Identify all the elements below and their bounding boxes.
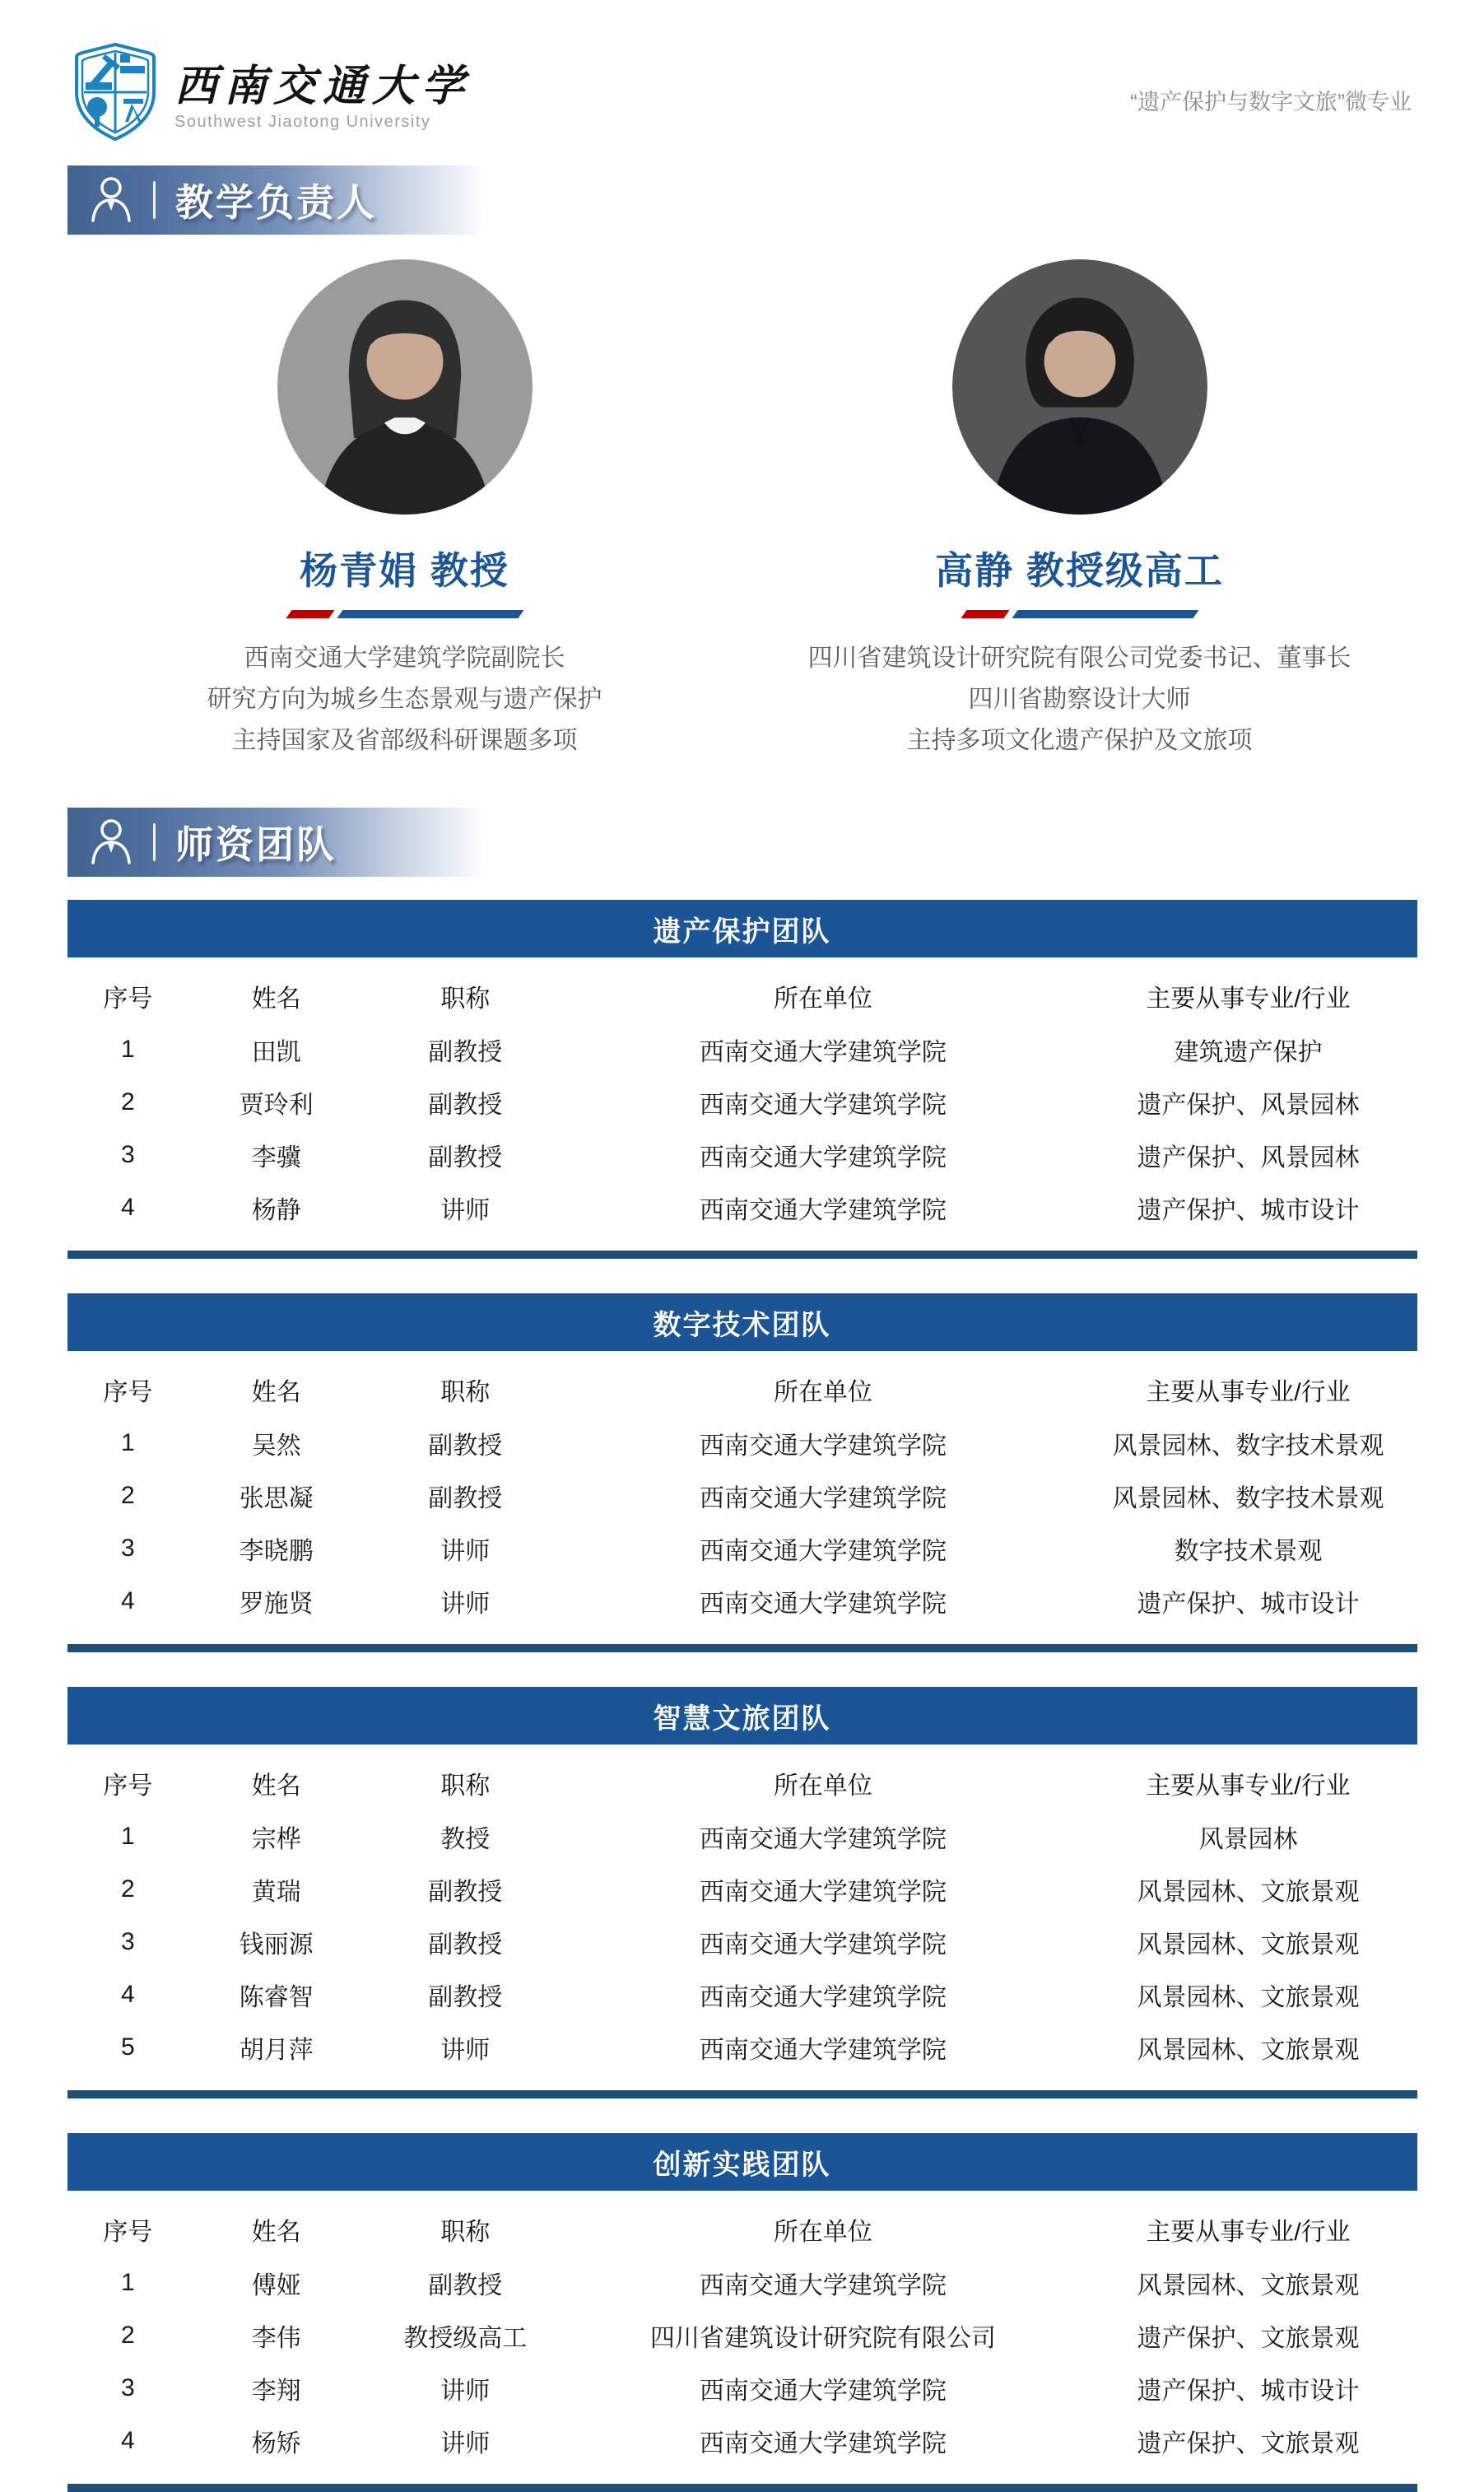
table-cell: 西南交通大学建筑学院 bbox=[699, 1591, 947, 1618]
table-cell: 风景园林、文旅景观 bbox=[1137, 2272, 1360, 2299]
table-row bbox=[67, 2309, 1417, 2362]
table-cell: 西南交通大学建筑学院 bbox=[699, 2378, 947, 2405]
table-cell: 教授级高工 bbox=[403, 2325, 528, 2352]
table-cell: 1 bbox=[120, 1823, 135, 1850]
table-cell: 西南交通大学建筑学院 bbox=[699, 1485, 947, 1512]
table-cell: 3 bbox=[120, 1535, 135, 1562]
swjtu-shield-icon bbox=[72, 41, 158, 146]
leader-name-text: 杨青娟 bbox=[300, 549, 419, 592]
table-header-row bbox=[67, 969, 1417, 1023]
leader-desc-line: 四川省勘察设计大师 bbox=[968, 686, 1191, 713]
leader-desc-line: 四川省建筑设计研究院有限公司党委书记、董事长 bbox=[807, 645, 1351, 672]
table-cell: 吴然 bbox=[251, 1432, 301, 1460]
underline-blue-segment bbox=[337, 610, 523, 618]
table-cell: 胡月萍 bbox=[239, 2037, 314, 2064]
section-title-leaders: 教学负责人 bbox=[175, 181, 377, 224]
leader-title-text: 教授 bbox=[430, 549, 509, 592]
table-row bbox=[67, 1863, 1417, 1916]
table-cell: 傅娅 bbox=[251, 2272, 301, 2299]
table-cell: 罗施贤 bbox=[239, 1591, 314, 1618]
table-row bbox=[67, 1575, 1417, 1628]
avatar-silhouette-icon bbox=[952, 504, 1207, 515]
table-cell: 宗桦 bbox=[251, 1826, 301, 1853]
table-cell: 风景园林、数字技术景观 bbox=[1112, 1485, 1384, 1512]
table-cell: 遗产保护、城市设计 bbox=[1137, 1591, 1360, 1618]
table-cell: 风景园林 bbox=[1198, 1826, 1298, 1853]
table-cell: 风景园林、文旅景观 bbox=[1137, 2037, 1360, 2064]
table-cell: 讲师 bbox=[440, 1591, 491, 1618]
page-header bbox=[0, 0, 1484, 146]
column-header: 所在单位 bbox=[773, 1772, 872, 1800]
section-header-leaders bbox=[67, 165, 483, 235]
section-divider bbox=[153, 823, 156, 861]
column-header: 所在单位 bbox=[773, 985, 872, 1013]
leader-desc-line: 主持国家及省部级科研课题多项 bbox=[231, 727, 578, 754]
table-cell: 遗产保护、文旅景观 bbox=[1137, 2430, 1360, 2457]
table-cell: 副教授 bbox=[428, 1039, 503, 1066]
table-cell: 西南交通大学建筑学院 bbox=[699, 1538, 947, 1565]
table-cell: 副教授 bbox=[428, 1931, 503, 1959]
column-header: 职称 bbox=[440, 2219, 491, 2246]
table-cell: 遗产保护、风景园林 bbox=[1137, 1144, 1360, 1171]
table-cell: 1 bbox=[120, 2269, 135, 2296]
table-cell: 4 bbox=[120, 2427, 135, 2454]
table-cell: 1 bbox=[120, 1036, 135, 1063]
leader-name bbox=[935, 541, 1224, 595]
table-row bbox=[67, 2021, 1417, 2074]
table-cell: 5 bbox=[120, 2033, 135, 2061]
table-cell: 副教授 bbox=[428, 2272, 503, 2299]
table-cell: 4 bbox=[120, 1981, 135, 2008]
table-cell: 1 bbox=[120, 1429, 135, 1456]
logo-cn: 西南交通大学 bbox=[174, 61, 472, 111]
table-cell: 副教授 bbox=[428, 1432, 503, 1460]
table-row bbox=[67, 2257, 1417, 2309]
table-cell: 风景园林、数字技术景观 bbox=[1112, 1432, 1384, 1460]
table-row bbox=[67, 1916, 1417, 1968]
program-badge: “遗产保护与数字文旅”微专业 bbox=[1130, 90, 1412, 114]
table-cell: 3 bbox=[120, 2374, 135, 2401]
column-header: 序号 bbox=[103, 985, 153, 1013]
table-cell: 田凯 bbox=[251, 1039, 301, 1066]
table-cell: 风景园林、文旅景观 bbox=[1137, 1879, 1360, 1906]
column-header: 职称 bbox=[440, 1379, 491, 1406]
table-cell: 李伟 bbox=[251, 2325, 301, 2352]
column-header: 序号 bbox=[103, 2219, 153, 2246]
column-header: 职称 bbox=[440, 985, 491, 1013]
leader-desc-line: 主持多项文化遗产保护及文旅项 bbox=[906, 727, 1253, 754]
column-header: 所在单位 bbox=[773, 2219, 872, 2246]
table-cell: 副教授 bbox=[428, 1485, 503, 1512]
column-header: 姓名 bbox=[251, 2219, 301, 2246]
column-header: 主要从事专业/行业 bbox=[1146, 1379, 1351, 1406]
table-cell: 4 bbox=[120, 1587, 135, 1614]
table-cell: 李翔 bbox=[251, 2378, 301, 2405]
table-cell: 西南交通大学建筑学院 bbox=[699, 1039, 947, 1066]
table-cell: 西南交通大学建筑学院 bbox=[699, 1144, 947, 1171]
table-row bbox=[67, 1076, 1417, 1129]
column-header: 主要从事专业/行业 bbox=[1146, 1772, 1351, 1800]
table-row bbox=[67, 1023, 1417, 1076]
table-body bbox=[67, 2257, 1417, 2467]
table-header-row bbox=[67, 1756, 1417, 1810]
table-cell: 讲师 bbox=[440, 1197, 491, 1224]
column-header: 姓名 bbox=[251, 985, 301, 1013]
table-cell: 杨矫 bbox=[251, 2430, 301, 2457]
table-body bbox=[67, 1417, 1417, 1628]
column-header: 姓名 bbox=[251, 1379, 301, 1406]
table-cell: 讲师 bbox=[440, 2378, 491, 2405]
team-table-smart-tourism bbox=[67, 1687, 1417, 2098]
table-cell: 2 bbox=[120, 1875, 135, 1903]
table-row bbox=[67, 1129, 1417, 1181]
column-header: 主要从事专业/行业 bbox=[1146, 2219, 1351, 2246]
team-title: 数字技术团队 bbox=[67, 1293, 1417, 1351]
table-cell: 副教授 bbox=[428, 1144, 503, 1171]
avatar-silhouette-icon bbox=[277, 504, 533, 515]
table-cell: 李晓鹏 bbox=[239, 1538, 314, 1565]
table-cell: 3 bbox=[120, 1928, 135, 1955]
section-divider bbox=[153, 181, 156, 219]
section-title-faculty: 师资团队 bbox=[175, 823, 337, 866]
section-header-faculty bbox=[67, 808, 483, 877]
table-cell: 遗产保护、城市设计 bbox=[1137, 1197, 1360, 1224]
table-cell: 副教授 bbox=[428, 1879, 503, 1906]
column-header: 序号 bbox=[103, 1772, 153, 1800]
table-cell: 陈睿智 bbox=[239, 1984, 314, 2011]
table-cell: 西南交通大学建筑学院 bbox=[699, 1826, 947, 1853]
leader-description bbox=[808, 638, 1351, 762]
leader-card-gaojing bbox=[742, 259, 1417, 762]
column-header: 所在单位 bbox=[773, 1379, 872, 1406]
swjtu-logo bbox=[72, 41, 471, 146]
table-cell: 张思凝 bbox=[239, 1485, 314, 1512]
column-header: 姓名 bbox=[251, 1772, 301, 1800]
table-cell: 讲师 bbox=[440, 1538, 491, 1565]
leader-photo bbox=[277, 259, 533, 515]
table-cell: 遗产保护、风景园林 bbox=[1137, 1092, 1360, 1119]
column-header: 职称 bbox=[440, 1772, 491, 1800]
table-row bbox=[67, 2415, 1417, 2467]
table-cell: 西南交通大学建筑学院 bbox=[699, 1432, 947, 1460]
logo-text bbox=[174, 63, 471, 132]
table-row bbox=[67, 1968, 1417, 2021]
leader-desc-line: 西南交通大学建筑学院副院长 bbox=[244, 645, 565, 672]
table-header-row bbox=[67, 1362, 1417, 1417]
table-cell: 西南交通大学建筑学院 bbox=[699, 2272, 947, 2299]
table-cell: 教授 bbox=[440, 1826, 491, 1853]
person-icon bbox=[89, 817, 133, 869]
table-cell: 副教授 bbox=[428, 1092, 503, 1119]
leader-photo bbox=[952, 259, 1207, 515]
table-cell: 黄瑞 bbox=[251, 1879, 301, 1906]
table-cell: 数字技术景观 bbox=[1174, 1538, 1323, 1565]
leader-desc-line: 研究方向为城乡生态景观与遗产保护 bbox=[207, 686, 602, 713]
table-cell: 西南交通大学建筑学院 bbox=[699, 1984, 947, 2011]
table-cell: 风景园林、文旅景观 bbox=[1137, 1984, 1360, 2011]
team-title: 创新实践团队 bbox=[67, 2133, 1417, 2191]
leader-card-yangqingjuan bbox=[67, 259, 742, 762]
team-title: 智慧文旅团队 bbox=[67, 1687, 1417, 1744]
leader-description bbox=[207, 638, 602, 762]
leader-name-text: 高静 bbox=[935, 549, 1015, 592]
table-cell: 4 bbox=[120, 1194, 135, 1221]
table-row bbox=[67, 1470, 1417, 1522]
table-cell: 西南交通大学建筑学院 bbox=[699, 2430, 947, 2457]
team-table-digital bbox=[67, 1293, 1417, 1652]
table-cell: 副教授 bbox=[428, 1984, 503, 2011]
name-underline bbox=[964, 610, 1196, 618]
table-cell: 遗产保护、文旅景观 bbox=[1137, 2325, 1360, 2352]
table-cell: 西南交通大学建筑学院 bbox=[699, 2037, 947, 2064]
table-cell: 贾玲利 bbox=[239, 1092, 314, 1119]
table-row bbox=[67, 1417, 1417, 1470]
table-cell: 3 bbox=[120, 1141, 135, 1168]
table-cell: 四川省建筑设计研究院有限公司 bbox=[649, 2325, 996, 2352]
table-cell: 建筑遗产保护 bbox=[1174, 1039, 1323, 1066]
table-cell: 李骥 bbox=[251, 1144, 301, 1171]
column-header: 序号 bbox=[103, 1379, 153, 1406]
table-cell: 讲师 bbox=[440, 2037, 491, 2064]
table-row bbox=[67, 1810, 1417, 1863]
leader-title-text: 教授级高工 bbox=[1026, 549, 1224, 592]
table-row bbox=[67, 1181, 1417, 1234]
table-body bbox=[67, 1023, 1417, 1234]
team-table-innovation bbox=[67, 2133, 1417, 2492]
table-cell: 西南交通大学建筑学院 bbox=[699, 1092, 947, 1119]
table-cell: 2 bbox=[120, 2322, 135, 2349]
underline-blue-segment bbox=[1012, 610, 1198, 618]
table-cell: 2 bbox=[120, 1088, 135, 1116]
leaders-row bbox=[67, 259, 1417, 762]
table-cell: 西南交通大学建筑学院 bbox=[699, 1931, 947, 1959]
table-body bbox=[67, 1810, 1417, 2074]
table-cell: 西南交通大学建筑学院 bbox=[699, 1879, 947, 1906]
table-cell: 杨静 bbox=[251, 1197, 301, 1224]
logo-en: Southwest Jiaotong University bbox=[174, 113, 431, 132]
team-title: 遗产保护团队 bbox=[67, 900, 1417, 957]
table-row bbox=[67, 2362, 1417, 2415]
table-cell: 遗产保护、城市设计 bbox=[1137, 2378, 1360, 2405]
leader-name bbox=[300, 541, 509, 595]
table-cell: 2 bbox=[120, 1482, 135, 1509]
team-table-heritage bbox=[67, 900, 1417, 1259]
table-cell: 讲师 bbox=[440, 2430, 491, 2457]
underline-red-segment bbox=[961, 610, 1009, 618]
table-cell: 风景园林、文旅景观 bbox=[1137, 1931, 1360, 1959]
table-header-row bbox=[67, 2202, 1417, 2257]
column-header: 主要从事专业/行业 bbox=[1146, 985, 1351, 1013]
name-underline bbox=[289, 610, 521, 618]
underline-red-segment bbox=[286, 610, 334, 618]
table-cell: 西南交通大学建筑学院 bbox=[699, 1197, 947, 1224]
table-row bbox=[67, 1522, 1417, 1575]
person-icon bbox=[89, 175, 133, 226]
table-cell: 钱丽源 bbox=[239, 1931, 314, 1959]
